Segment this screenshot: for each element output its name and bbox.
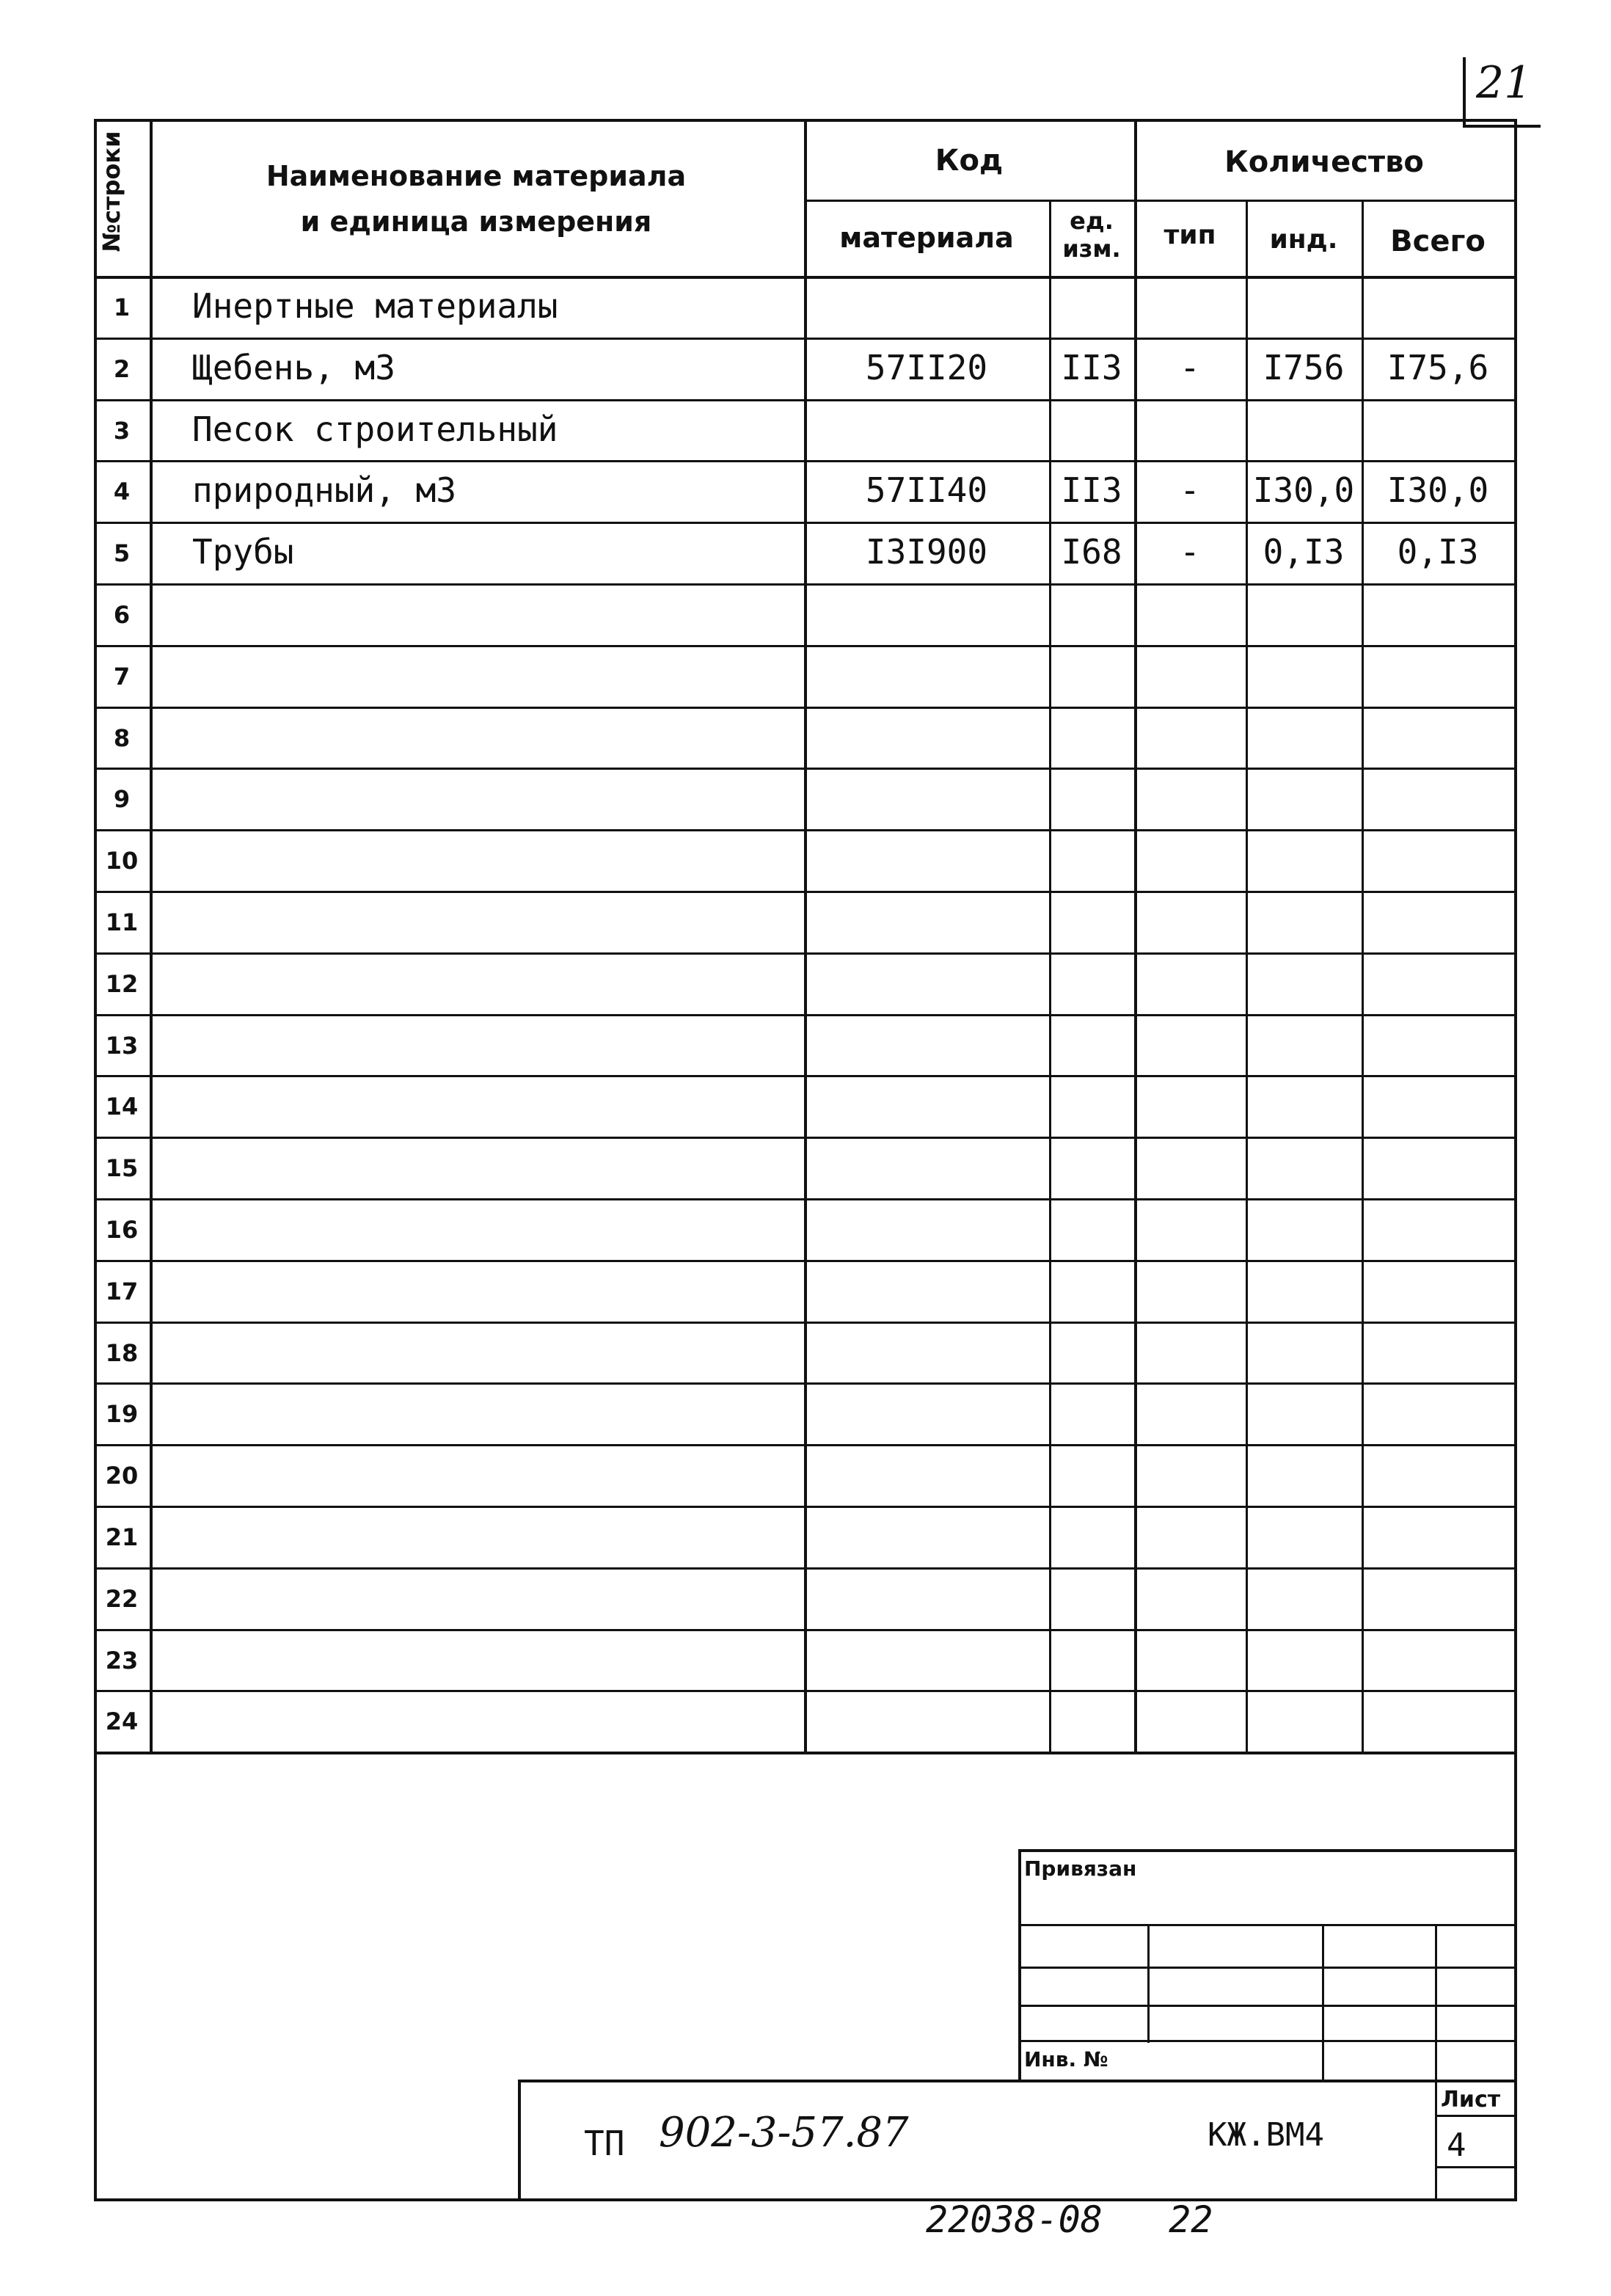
tb-sheet-label-line (1435, 2115, 1516, 2117)
tb-grid-line-4 (1018, 2040, 1514, 2042)
page-number-underline (1463, 125, 1541, 128)
ind-header: инд. (1269, 225, 1338, 255)
row-line (94, 768, 1514, 770)
row-number: 18 (105, 1339, 139, 1367)
name-header-line2: и единица измерения (300, 205, 652, 238)
table-right-border (1514, 119, 1517, 2201)
table-left-border (94, 119, 97, 2198)
row-number: 24 (105, 1708, 139, 1735)
row-line (94, 707, 1514, 709)
sheet-number: 4 (1447, 2126, 1466, 2164)
row-number: 2 (113, 355, 131, 383)
material-name-cell: Щебень, м3 (192, 348, 395, 387)
page-number-divider (1463, 57, 1466, 126)
tb-grid-vline-1 (1147, 1924, 1150, 2043)
total-quantity-cell: 0,I3 (1397, 532, 1479, 572)
tb-grid-line-1 (1018, 1924, 1514, 1926)
material-header: материала (839, 222, 1014, 254)
tb-grid-vline-2 (1322, 1924, 1324, 2081)
tb-grid-line-2 (1018, 1967, 1514, 1969)
unit-code-cell: I68 (1061, 532, 1122, 572)
doc-code: КЖ.ВМ4 (1208, 2116, 1324, 2154)
row-number-header: №строки (98, 131, 125, 252)
row-line (94, 1506, 1514, 1508)
unit-header-line1: ед. (1070, 207, 1114, 235)
row-number: 5 (113, 539, 131, 567)
row-number: 4 (113, 478, 131, 506)
row-number: 8 (113, 724, 131, 752)
tb-top-line (1018, 1849, 1514, 1852)
row-number: 7 (113, 663, 131, 690)
row-line (94, 1382, 1514, 1385)
row-number: 19 (105, 1400, 139, 1428)
inv-number-label: Инв. № (1024, 2047, 1108, 2071)
row-number: 1 (113, 294, 131, 321)
unit-code-cell: II3 (1061, 470, 1122, 510)
material-code-cell: 57II20 (865, 348, 988, 387)
page-bottom-border (94, 2198, 1517, 2201)
tb-grid-line-3 (1018, 2005, 1514, 2007)
row-number: 15 (105, 1154, 139, 1182)
row-line (94, 1014, 1514, 1016)
row-number: 13 (105, 1032, 139, 1060)
name-header-line1: Наименование материала (266, 160, 687, 192)
row-number: 9 (113, 785, 131, 813)
material-code-cell: 57II40 (865, 470, 988, 510)
row-number: 6 (113, 601, 131, 629)
row-number: 21 (105, 1523, 139, 1551)
row-number: 20 (105, 1462, 139, 1490)
header-mid-line (804, 200, 1514, 202)
row-line (94, 1690, 1514, 1692)
unit-code-cell: II3 (1061, 348, 1122, 387)
type-quantity-cell: - (1180, 532, 1200, 572)
row-number: 3 (113, 417, 131, 445)
row-line (94, 1629, 1514, 1631)
material-code-cell: I3I900 (865, 532, 988, 572)
row-number: 12 (105, 970, 139, 998)
ind-quantity-cell: 0,I3 (1263, 532, 1345, 572)
row-line (94, 399, 1514, 401)
row-number: 14 (105, 1093, 139, 1120)
row-line (94, 1198, 1514, 1200)
row-number: 16 (105, 1216, 139, 1244)
row-number: 23 (105, 1647, 139, 1674)
total-header: Всего (1390, 225, 1486, 258)
row-line (94, 1260, 1514, 1262)
quantity-header: Количество (1224, 145, 1424, 179)
type-header: тип (1164, 220, 1216, 250)
doc-number: 902-3-57.87 (659, 2109, 909, 2157)
type-quantity-cell: - (1180, 348, 1200, 387)
tb-main-left-line (518, 2080, 521, 2201)
row-line (94, 460, 1514, 462)
total-quantity-cell: I30,0 (1387, 470, 1489, 510)
sheet-label: Лист (1441, 2087, 1501, 2113)
unit-header-line2: изм. (1062, 235, 1121, 263)
row-number: 22 (105, 1585, 139, 1613)
material-name-cell: Инертные материалы (192, 286, 558, 326)
type-quantity-cell: - (1180, 470, 1200, 510)
row-line (94, 1075, 1514, 1077)
row-line (94, 1444, 1514, 1446)
tb-sheet-number-line (1435, 2166, 1516, 2168)
tb-sheet-divider (1435, 2080, 1437, 2201)
row-line (94, 583, 1514, 586)
col-divider-type (1246, 200, 1248, 1752)
row-line (94, 522, 1514, 524)
row-line (94, 1322, 1514, 1324)
material-name-cell: Песок строительный (192, 409, 558, 449)
ind-quantity-cell: I30,0 (1252, 470, 1355, 510)
page-number: 21 (1476, 57, 1533, 109)
linked-label: Привязан (1024, 1856, 1137, 1881)
row-line (94, 1752, 1514, 1754)
row-line (94, 645, 1514, 647)
row-number: 11 (105, 908, 139, 936)
row-line (94, 952, 1514, 955)
total-quantity-cell: I75,6 (1387, 348, 1489, 387)
col-divider-unit (1049, 200, 1051, 1752)
material-name-cell: природный, м3 (192, 470, 457, 510)
row-line (94, 1137, 1514, 1139)
row-line (94, 829, 1514, 831)
tb-grid-vline-3 (1435, 1924, 1437, 2081)
col-divider-ind (1362, 200, 1364, 1752)
footer-number: 22038-08 22 (926, 2198, 1213, 2241)
code-header: Код (935, 144, 1004, 178)
tb-left-line (1018, 1849, 1021, 2081)
ind-quantity-cell: I756 (1263, 348, 1345, 387)
row-line (94, 338, 1514, 340)
row-line (94, 891, 1514, 893)
material-name-cell: Трубы (192, 532, 294, 572)
doc-prefix: ТП (584, 2124, 625, 2163)
row-number: 17 (105, 1278, 139, 1305)
row-number: 10 (105, 847, 139, 875)
tb-main-top-line (518, 2080, 1516, 2082)
row-line (94, 1567, 1514, 1570)
